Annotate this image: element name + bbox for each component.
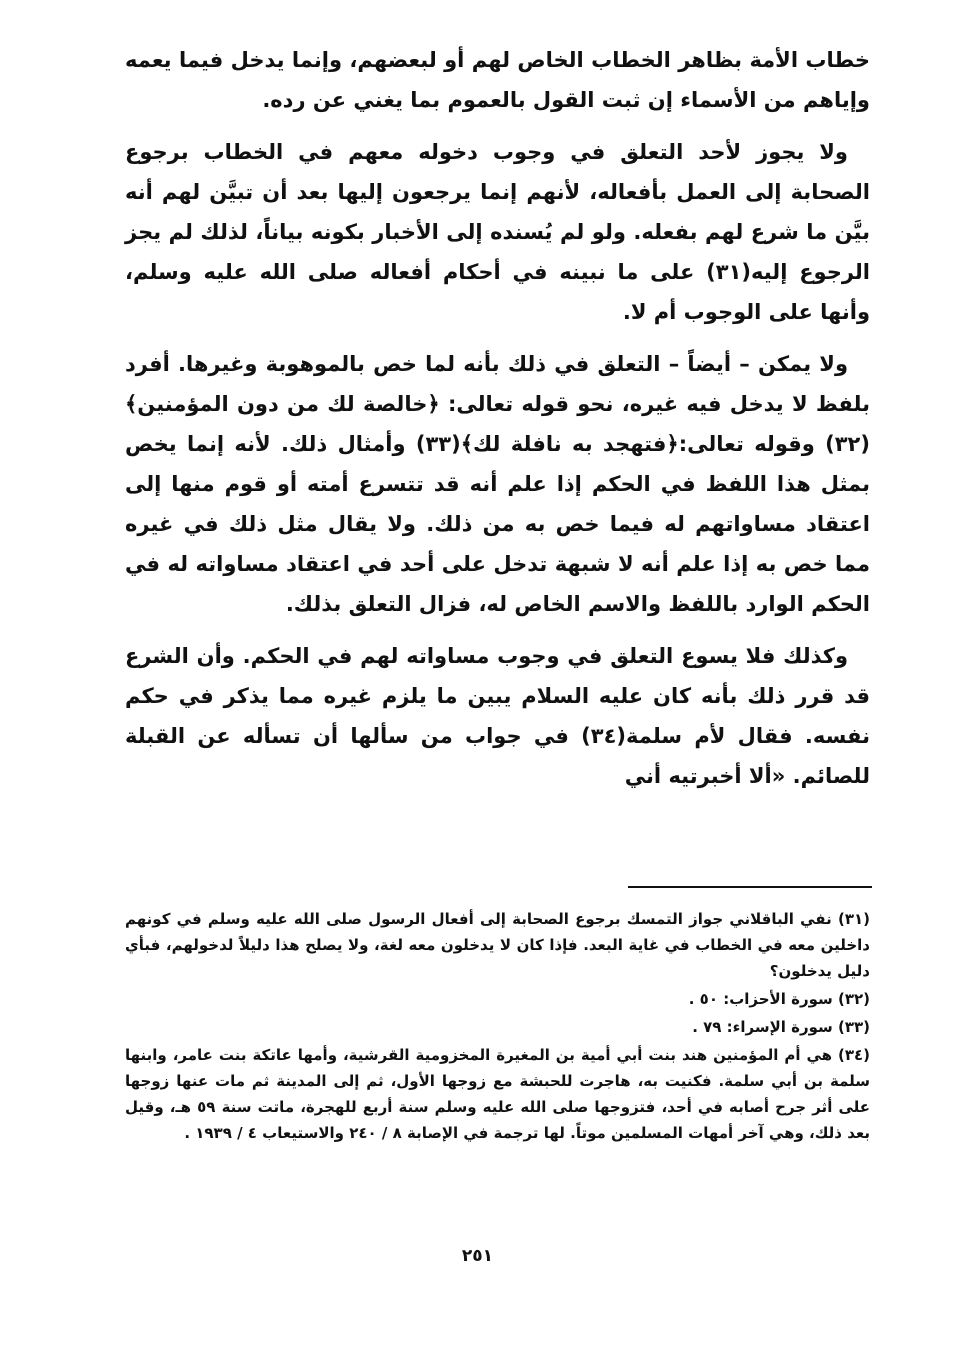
- footnote-34: (٣٤) هي أم المؤمنين هند بنت أبي أمية بن المغيرة المخزومية القرشية، وأمها عاتكة بنت عامر، وابنها سلمة بن أبي سلمة. فكنيت به، هاجرت للحبشة مع زوجها الأول، ثم إلى المدينة ثم مات عنها زوجها على أثر جرح أصابه في أحد، فتزوجها صلى الله عليه وسلم سنة أربع للهجرة، ماتت سنة ٥٩ هـ، وقيل بعد ذلك، وهي آخر أمهات المسلمين موتاً. لها ترجمة في الإصابة ٨ / ٢٤٠ والاستيعاب ٤ / ١٩٣٩ .: [125, 1046, 870, 1142]
- footnote-separator: [628, 886, 872, 888]
- footnote-31: (٣١) نفي الباقلاني جواز التمسك برجوع الصحابة إلى أفعال الرسول صلى الله عليه وسلم في كونهم داخلين معه في الخطاب في غاية البعد. فإذا كان لا يدخلون معه لغة، ولا يصلح هذا دليلاً لدخولهم، فبأي دليل يدخلون؟: [125, 910, 870, 980]
- paragraph-1: خطاب الأمة بظاهر الخطاب الخاص لهم أو لبعضهم، وإنما يدخل فيما يعمه وإياهم من الأسماء إن ثبت القول بالعموم بما يغني عن رده.: [125, 48, 870, 112]
- page-number: ٢٥١: [461, 1246, 494, 1266]
- paragraph-4: وكذلك فلا يسوع التعلق في وجوب مساواته لهم في الحكم. وأن الشرع قد قرر ذلك بأنه كان عليه السلام يبين ما يلزم غيره مما يذكر في حكم نفسه. فقال لأم سلمة(٣٤) في جواب من سألها أن تسأله عن القبلة للصائم. «ألا أخبرتيه أني: [125, 644, 870, 788]
- main-text: [125, 40, 870, 808]
- paragraph-3: ولا يمكن – أيضاً – التعلق في ذلك بأنه لما خص بالموهوبة وغيرها. أفرد بلفظ لا يدخل فيه غيره، نحو قوله تعالى: ﴿خالصة لك من دون المؤمنين﴾(٣٢) وقوله تعالى:﴿فتهجد به نافلة لك﴾(٣٣) وأمثال ذلك. لأنه إنما يخص بمثل هذا اللفظ في الحكم إذا علم أنه قد تتسرع أمته أو قوم منها إلى اعتقاد مساواتهم له فيما خص به من ذلك. ولا يقال مثل ذلك في غيره مما خص به إذا علم أنه لا شبهة تدخل على أحد في اعتقاد مساواته له في الحكم الوارد باللفظ والاسم الخاص له، فزال التعلق بذلك.: [125, 352, 870, 616]
- paragraph-2: ولا يجوز لأحد التعلق في وجوب دخوله معهم في الخطاب برجوع الصحابة إلى العمل بأفعاله، لأنهم إنما يرجعون إليها بعد أن تبيَّن لهم أنه بيَّن ما شرع لهم بفعله. ولو لم يُسنده إلى الأخبار بكونه بياناً، لذلك لم يجز الرجوع إليه(٣١) على ما نبينه في أحكام أفعاله صلى الله عليه وسلم، وأنها على الوجوب أم لا.: [125, 140, 871, 324]
- footnote-33: (٣٣) سورة الإسراء: ٧٩ .: [692, 1018, 870, 1036]
- footnotes: [125, 906, 870, 1148]
- footnote-32: (٣٢) سورة الأحزاب: ٥٠ .: [688, 990, 870, 1008]
